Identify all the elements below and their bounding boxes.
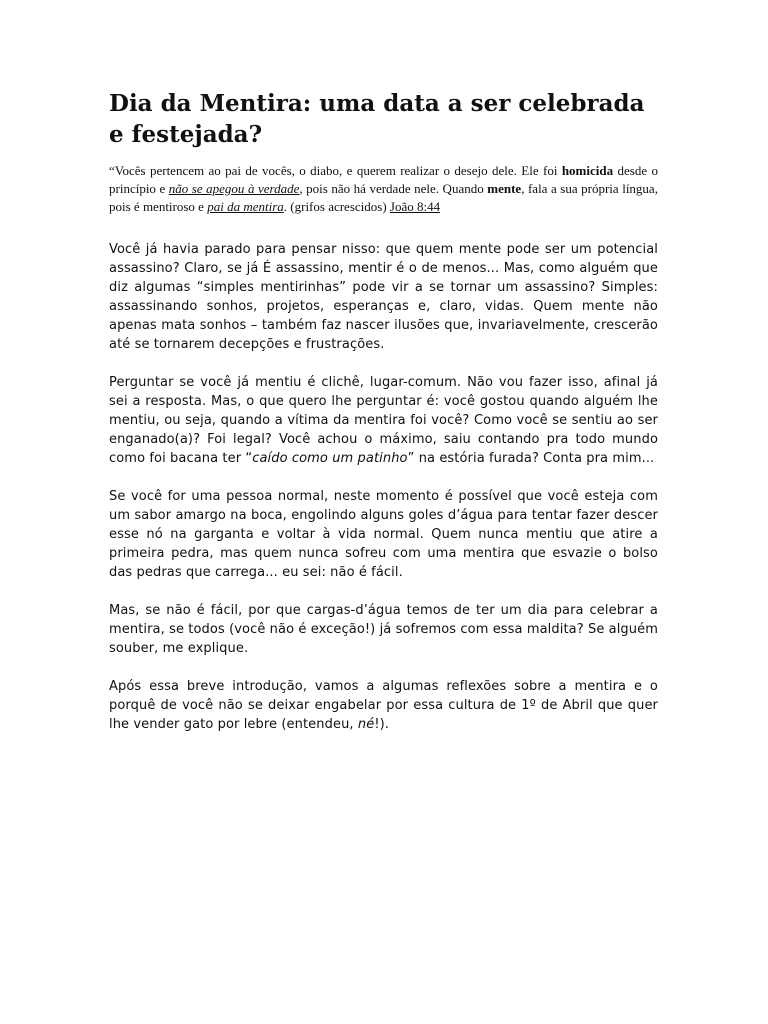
article-body <box>109 240 658 734</box>
quote-reference-link[interactable]: João 8:44 <box>389 199 441 214</box>
paragraph-5 <box>109 677 658 734</box>
paragraph-5-text: Após essa breve introdução, vamos a algumas reflexões sobre a mentira e o porquê de você não se deixar engabelar por essa cultura de 1º de Abril que quer lhe vender gato por lebre (entendeu, <box>109 679 658 732</box>
paragraph-4: Mas, se não é fácil, por que cargas-d’água temos de ter um dia para celebrar a mentira, se todos (você não é exceção!) já sofremos com essa maldita? Se alguém souber, me explique. <box>109 603 658 656</box>
bible-quote <box>109 162 658 216</box>
quote-bold-mente: mente <box>487 181 522 196</box>
quote-text: , fala a sua própria língua, pois é mentiroso e <box>109 181 658 214</box>
paragraph-3: Se você for uma pessoa normal, neste momento é possível que você esteja com um sabor amargo na boca, engolindo alguns goles d’água para tentar fazer descer esse nó na garganta e voltar à vida normal. Quem nunca mentiu que atire a primeira pedra, mas quem nunca sofreu com uma mentira que esvazie o bolso das pedras que carrega... eu sei: não é fácil. <box>109 489 658 580</box>
paragraph-2-text: Perguntar se você já mentiu é clichê, lugar-comum. Não vou fazer isso, afinal já sei a resposta. Mas, o que quero lhe perguntar é: você gostou quando alguém lhe mentiu, ou seja, quando a vítima da mentira foi você? Como você se sentiu ao ser enganado(a)? Foi legal? Você achou o máximo, saiu contando pra todo mundo como foi bacana ter “ <box>109 375 658 466</box>
paragraph-2-italic: caído como um patinho <box>252 451 408 466</box>
quote-text: , pois não há verdade nele. Quando <box>299 181 488 196</box>
quote-underline-pai: pai da mentira <box>207 199 284 214</box>
paragraph-5-italic: né <box>357 717 375 732</box>
quote-text: desde o princípio e <box>109 163 658 196</box>
quote-text: “Vocês pertencem ao pai de vocês, o diabo, e querem realizar o desejo dele. Ele foi <box>109 163 562 178</box>
paragraph-1: Você já havia parado para pensar nisso: que quem mente pode ser um potencial assassino? Claro, se já É assassino, mentir é o de menos... Mas, como alguém que diz algumas “simples mentirinhas” pode vir a se tornar um assassino? Simples: assassinando sonhos, projetos, esperanças e, claro, vidas. Quem mente não apenas mata sonhos – também faz nascer ilusões que, invariavelmente, crescerão até se tornarem decepções e frustrações. <box>109 242 658 352</box>
document-page <box>109 88 658 753</box>
quote-bold-homicida: homicida <box>561 163 614 178</box>
quote-text: . (grifos acrescidos) <box>283 199 390 214</box>
paragraph-5-text-end: !). <box>374 717 390 732</box>
quote-underline-verdade: não se apegou à verdade <box>168 181 300 196</box>
page-title: Dia da Mentira: uma data a ser celebrada e festejada? <box>109 90 645 148</box>
paragraph-2-text-end: ” na estória furada? Conta pra mim... <box>407 451 655 466</box>
paragraph-2 <box>109 373 658 468</box>
